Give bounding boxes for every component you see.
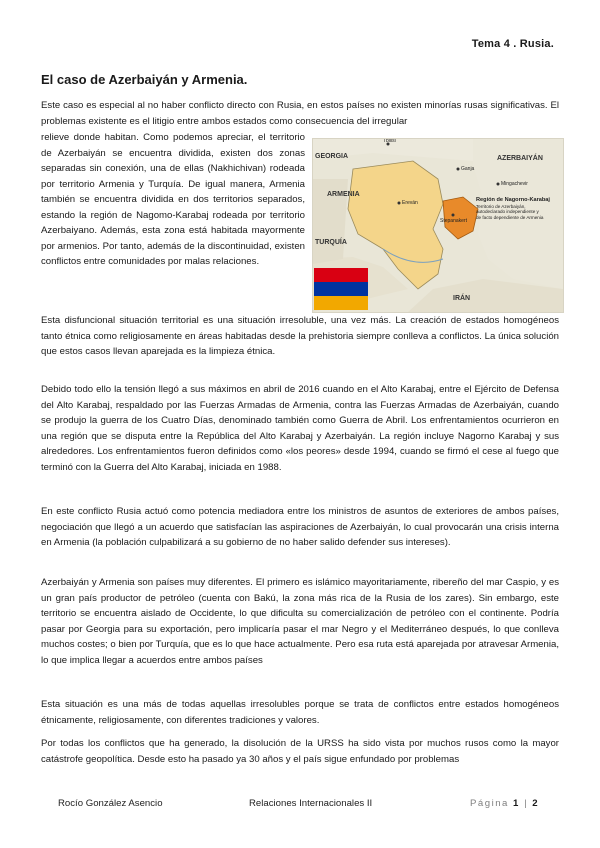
mingachevir-dot [497, 183, 500, 186]
paragraph-2: relieve donde habitan. Como podemos apreciar, el territorio de Azerbaiyán se encuentra dividida, existen dos zonas separadas sin conexión, una de ellas (Nakhichivan) rodeada por territorio Armenia y Turquía. De igual manera, Armenia también se encuentra dividida en dos territorios separados, estando la región de Nagomo-Karabaj rodeada por territorio Azerbaiyano. Además, esta zona está habitada mayormente por armenios. Por tanto, además de la discontinuidad, existen conflictos entre comunidades por malas relaciones. [41, 132, 305, 267]
yerevan-dot [398, 202, 401, 205]
map-city-tbilisi: Tbilisi [383, 138, 396, 144]
armenia-flag [314, 268, 368, 310]
paragraph-4: Debido todo ello la tensión llegó a sus máximos en abril de 2016 cuando en el Alto Karabaj, entre el Ejército de Defensa del Alto Karabaj, respaldado por las Fuerzas Armadas de Armenia, contra las Fuerzas Armadas de Azerbaiyán, cuando se produjo la guerra de los Cuatro Días, denominado también como Guerra de Abril. Los enfrentamientos ocurrieron en una región que se disputa entre la República del Alto Karabaj y Azerbaiyán. La región incluye Nagorno Karabaj y sus alrededores. Los enfrentamientos fueron definidos como «los peores» desde 1994, cuando se firmó el cese al fuego que terminó con la Guerra del Alto Karabaj, iniciada en 1988. [41, 384, 559, 473]
footer-page-current: 1 [513, 798, 520, 809]
footer-page-separator: | [524, 798, 529, 809]
footer-page-word: Página [470, 798, 509, 809]
footer-page-number [470, 798, 539, 809]
map-legend-title: Región de Nagorno-Karabaj [476, 197, 550, 203]
ganja-dot [457, 168, 460, 171]
map-label-turkey: TURQUÍA [315, 239, 347, 246]
map-legend-line2: autodeclarado independiente y [476, 209, 539, 215]
document-title: El caso de Azerbaiyán y Armenia. [41, 72, 248, 87]
header-topic: Tema 4 . Rusia. [471, 38, 554, 50]
paragraph-1: Este caso es especial al no haber conflicto directo con Rusia, en estos países no existen minorías rusas significativas. El problemas existente es el litigio entre ambos estados como consecuencia del irregular [41, 100, 559, 127]
map-legend [476, 198, 560, 220]
footer-course: Relaciones Internacionales II [249, 798, 373, 809]
paragraph-3: Esta disfuncional situación territorial es una situación irresoluble, una vez más. La creación de estados homogéneos tanto étnica como religiosamente en áreas habitadas desde la prehistoria siempre conlleva a conflictos. La única solución que estos casos llevan aparejada es la limpieza étnica. [41, 315, 559, 357]
map-label-armenia: ARMENIA [327, 191, 360, 198]
paragraph-8: Por todas los conflictos que ha generado, la disolución de la URSS ha sido vista por muchos rusos como la mayor catástrofe geopolítica. Desde esto ha pasado ya 30 años y el país sigue enfundado por problemas [41, 738, 559, 765]
stepanakert-dot [452, 214, 455, 217]
flag-stripe-red [314, 268, 368, 282]
map-city-stepanakert: Stepanakert [440, 218, 467, 224]
footer-page-total: 2 [532, 798, 540, 809]
map-legend-line3: de facto dependiente de Armenia [476, 214, 544, 220]
flag-stripe-orange [314, 296, 368, 310]
paragraph-7: Esta situación es una más de todas aquellas irresolubles porque se trata de conflictos entre estados homogéneos étnicamente, religiosamente, con diferentes tradiciones y valores. [41, 699, 559, 726]
map-legend-line1: Territorio de Azerbaiyán, [476, 203, 526, 209]
map-label-azerbaijan: AZERBAIYÁN [497, 155, 543, 162]
flag-stripe-blue [314, 282, 368, 296]
map-city-ganja: Ganja [461, 166, 475, 172]
footer-author: Rocío González Asencio [58, 798, 163, 809]
caucasus-map [312, 138, 564, 313]
paragraph-6: Azerbaiyán y Armenia son países muy diferentes. El primero es islámico mayoritariamente, ribereño del mar Caspio, y es un gran país productor de petróleo (cuenta con Bakú, la zona más rica de la Rusia de los zares). Sin embargo, este territorio se encuentra aislado de Occidente, lo que dificulta su comercialización de petróleo con el continente. Podría pasar por Georgia para su exportación, pero implicaría pasar el mar Negro y el Mediterráneo después, lo que conlleva muchos costes; o bien por Turquía, que es lo que hace actualmente. Pero esa ruta está aparejada por atravesar Armenia, lo que implica llegar a acuerdos entre ambos países [41, 577, 559, 666]
paragraph-5: En este conflicto Rusia actuó como potencia mediadora entre los ministros de asuntos de exteriores de ambos países, negociación que llegó a un acuerdo que satisfacían las aspiraciones de Azerbaiyán, lo cual provocarán una crisis interna en Armenia (la población culpabilizará a su gobierno de no haber salido defender sus intereses). [41, 506, 559, 548]
map-city-mingachevir: Mingachevir [501, 181, 528, 187]
map-label-georgia: GEORGIA [315, 153, 349, 160]
map-city-yerevan: Ereván [402, 200, 418, 206]
map-label-iran: IRÁN [453, 295, 471, 302]
